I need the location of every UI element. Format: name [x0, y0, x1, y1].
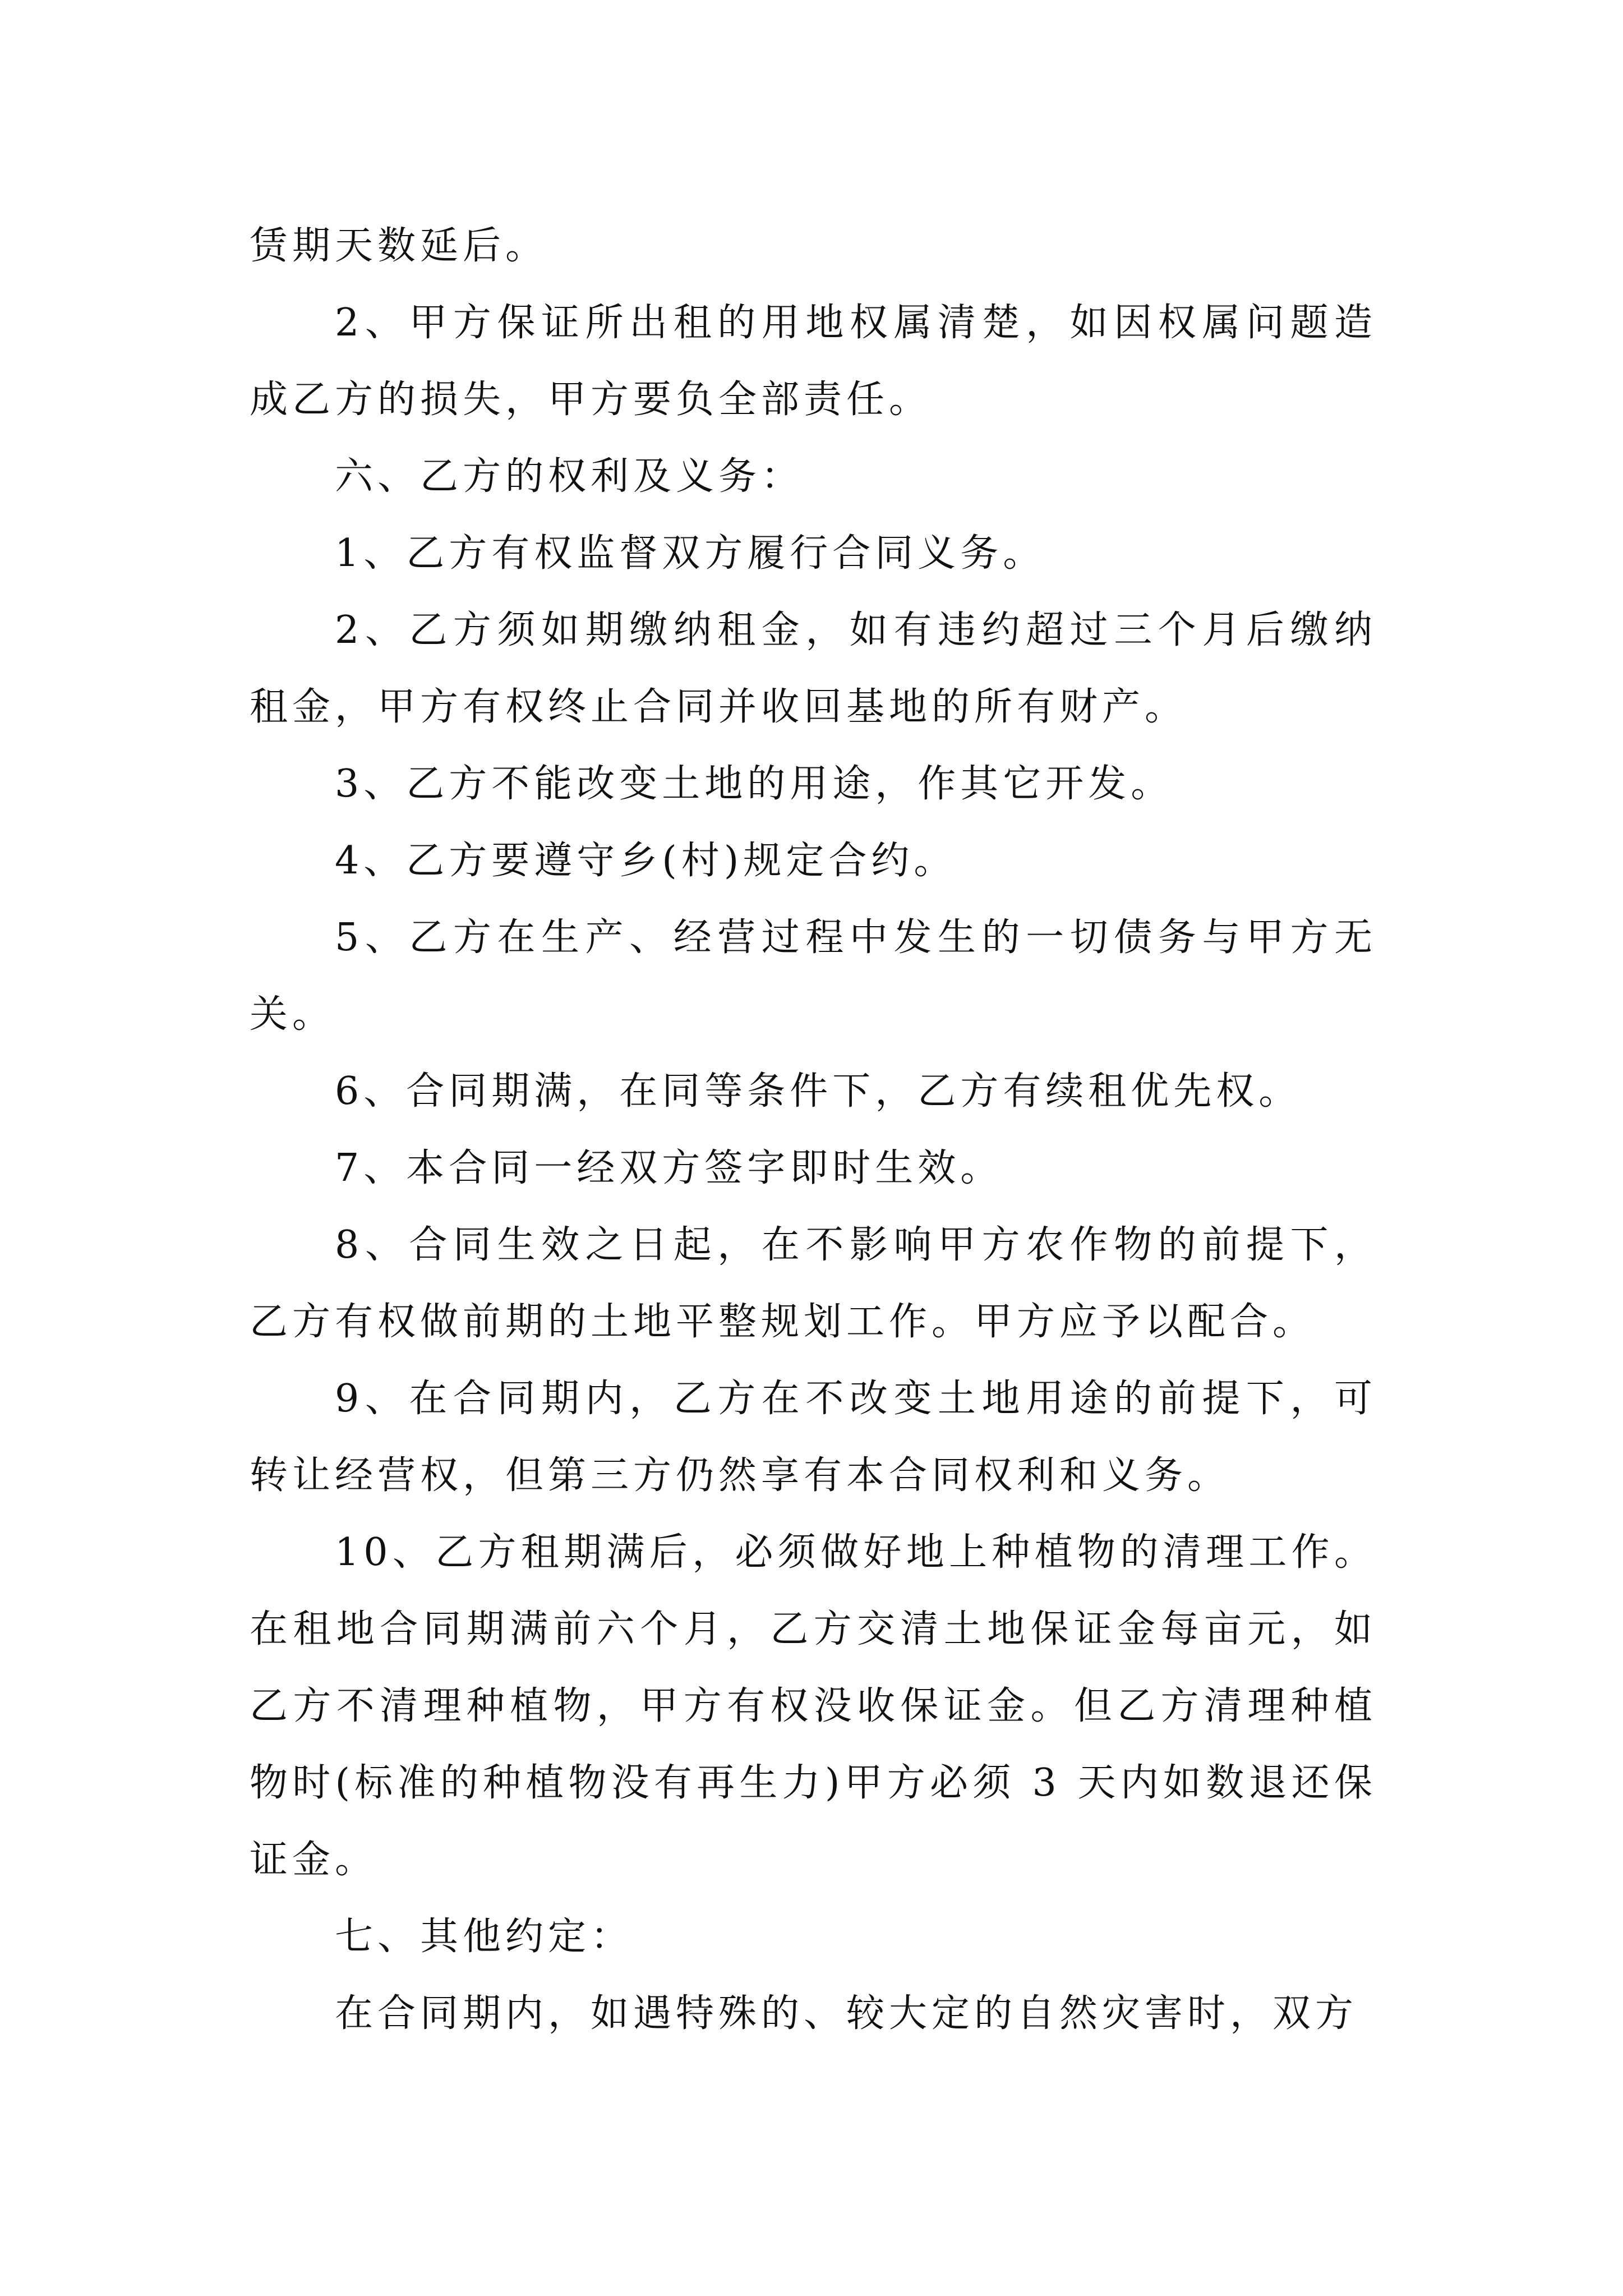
- paragraph: 9、在合同期内，乙方在不改变土地用途的前提下，可转让经营权，但第三方仍然享有本合同权利和义务。: [250, 1377, 1377, 1498]
- paragraph: 1、乙方有权监督双方履行合同义务。: [335, 531, 1046, 576]
- paragraph: 5、乙方在生产、经营过程中发生的一切债务与甲方无关。: [250, 915, 1377, 1037]
- section-heading: 七、其他约定：: [335, 1915, 634, 1959]
- paragraph: 在合同期内，如遇特殊的、较大定的自然灾害时，双方: [335, 1991, 1358, 2036]
- paragraph: 2、甲方保证所出租的用地权属清楚，如因权属问题造成乙方的损失，甲方要负全部责任。: [250, 301, 1377, 422]
- paragraph: 赁期天数延后。: [250, 224, 548, 268]
- paragraph: 7、本合同一经双方签字即时生效。: [335, 1146, 1003, 1190]
- section-heading: 六、乙方的权利及义务：: [335, 454, 804, 499]
- paragraph: 3、乙方不能改变土地的用途，作其它开发。: [335, 762, 1174, 806]
- paragraph: 4、乙方要遵守乡(村)规定合约。: [335, 839, 957, 883]
- paragraph: 8、合同生效之日起，在不影响甲方农作物的前提下，乙方有权做前期的土地平整规划工作。甲方应予以配合。: [250, 1223, 1377, 1344]
- paragraph: 2、乙方须如期缴纳租金，如有违约超过三个月后缴纳租金，甲方有权终止合同并收回基地的所有财产。: [250, 608, 1377, 729]
- document-body: [250, 208, 1377, 2052]
- paragraph: 6、合同期满，在同等条件下，乙方有续租优先权。: [335, 1069, 1302, 1114]
- paragraph: 10、乙方租期满后，必须做好地上种植物的清理工作。在租地合同期满前六个月，乙方交清土地保证金每亩元，如乙方不清理种植物，甲方有权没收保证金。但乙方清理种植物时(标准的种植物没有再生力)甲方必须 3 天内如数退还保证金。: [250, 1530, 1377, 1882]
